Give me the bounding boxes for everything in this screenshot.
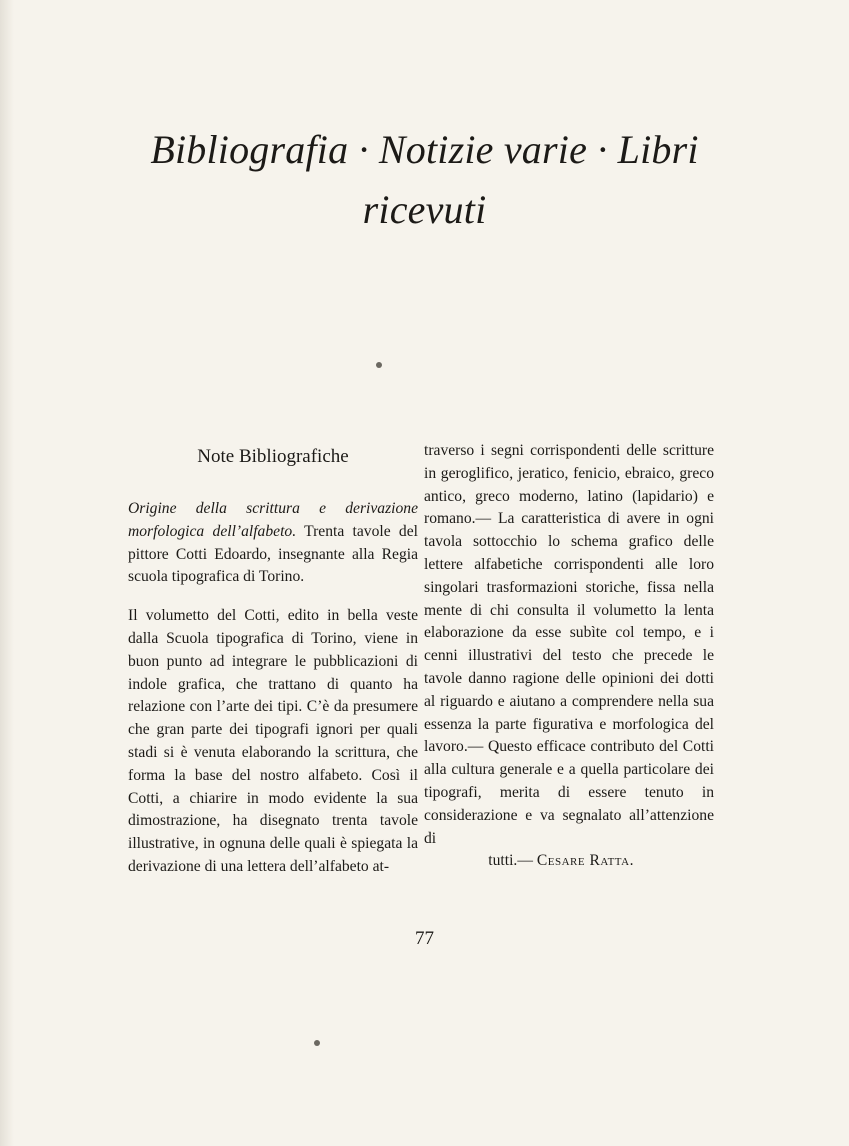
page-title xyxy=(60,120,789,240)
section-heading: Note Bibliografiche xyxy=(197,446,349,467)
title-line-1: Bibliografia · Notizie varie · Libri xyxy=(150,127,699,172)
page-edge-shadow xyxy=(0,0,14,1146)
body-text-right: traverso i segni corrispondenti delle scritture in geroglifico, jeratico, fenicio, ebraico, greco antico, greco moderno, latino (lapidario) e romano.— La caratteristica di avere in ogni tavola sottocchio lo schema grafico delle lettere alfabetiche corrispondenti alle loro singolari trasformazioni storiche, fissa nella mente di chi consulta il volumetto la lenta elaborazione da esse subìte col tempo, e i cenni illustrativi del testo che precede le tavole danno ragione delle opinioni dei dotti al riguardo e aiutano a comprendere nella sua essenza la parte figurativa e morfologica del lavoro.— Questo efficace contributo del Cotti alla cultura generale e a quella particolare dei tipografi, merita di essere tenuto in considerazione e va segnalato all’attenzione di xyxy=(424,442,714,847)
page-number: 77 xyxy=(415,928,434,949)
bibliography-entry xyxy=(128,498,418,589)
author-signature: Cesare Ratta. xyxy=(536,852,634,870)
right-column xyxy=(424,440,714,889)
entry-title: Origine della scrittura e derivazione morfologica dell’alfabeto. xyxy=(128,500,418,540)
signature-prefix: tutti.— xyxy=(488,852,537,870)
signature-line xyxy=(424,850,714,873)
entry-description: Trenta tavole del pittore Cotti Edoardo, insegnante alla Regia scuola tipografica di Torino. xyxy=(128,522,418,586)
ink-speck xyxy=(314,1040,320,1046)
body-text-left: Il volumetto del Cotti, edito in bella veste dalla Scuola tipografica di Torino, viene in buon punto ad integrare le pubblicazioni di indole grafica, che trattano di quanto ha relazione con l’arte dei tipi. C’è da presumere che gran parte dei tipografi ignori per quali stadi si è venuta elaborando la scrittura, che forma la base del nostro alfabeto. Così il Cotti, a chiarire in modo evidente la sua dimostrazione, ha disegnato trenta tavole illustrative, in ognuna delle quali è spiegata la derivazione di una lettera dell’alfabeto at- xyxy=(128,607,418,875)
title-line-2: ricevuti xyxy=(362,187,487,232)
ink-speck xyxy=(376,362,382,368)
left-column xyxy=(128,440,418,895)
